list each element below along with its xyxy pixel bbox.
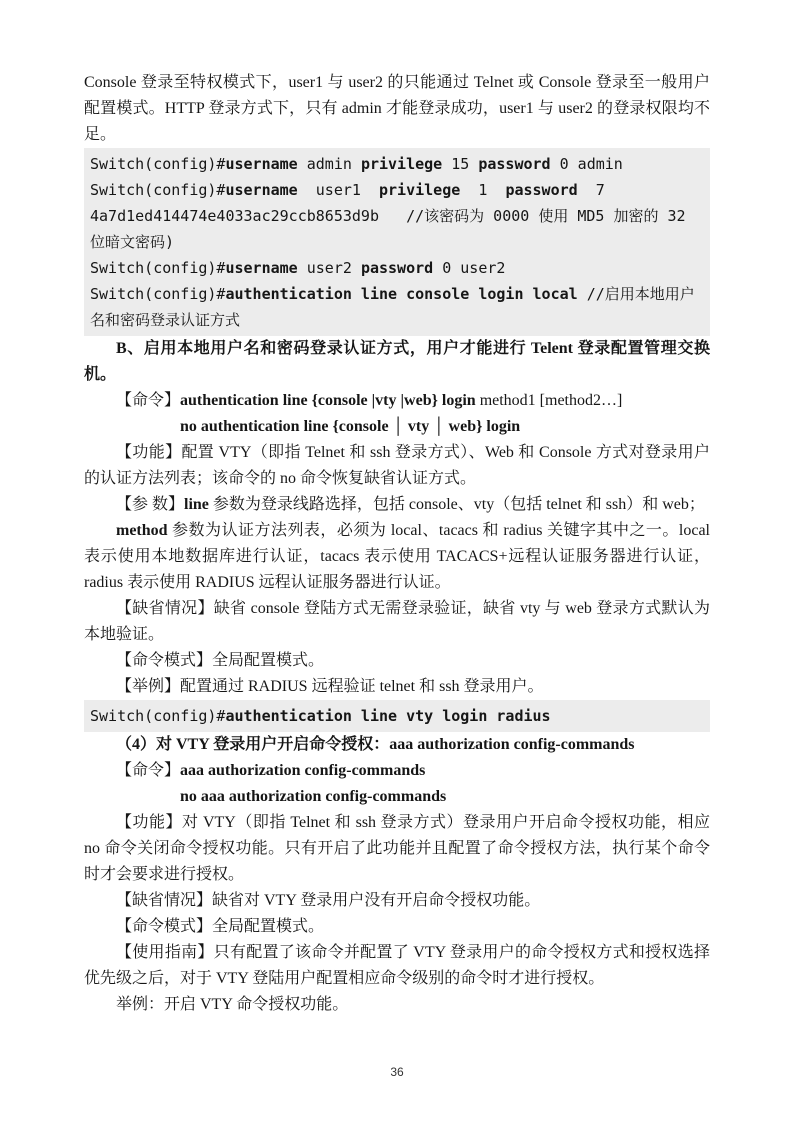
text-run: password	[478, 155, 551, 173]
usage-guide-paragraph	[84, 940, 710, 992]
heading-b	[84, 336, 710, 388]
text-run: username	[225, 155, 298, 173]
command-line-4	[84, 784, 710, 810]
page-footer	[0, 1065, 794, 1079]
text-run: method1 [method2…]	[475, 392, 623, 409]
code-line	[90, 281, 704, 333]
text-run: 【命令模式】全局配置模式。	[116, 652, 325, 669]
default-paragraph-2	[84, 888, 710, 914]
text-run: method	[116, 522, 168, 539]
function-paragraph	[84, 440, 710, 492]
text-run: Switch(config)#	[90, 707, 226, 725]
mode-paragraph-2	[84, 914, 710, 940]
final-example-paragraph	[84, 992, 710, 1018]
text-run: （4）对 VTY 登录用户开启命令授权：aaa authorization config-commands	[116, 736, 635, 753]
code-line	[90, 203, 704, 255]
text-run: 【命令模式】全局配置模式。	[116, 918, 325, 935]
code-line	[90, 177, 704, 203]
text-run: 【缺省情况】缺省对 VTY 登录用户没有开启命令授权功能。	[116, 892, 541, 909]
code-block-vty-radius	[84, 700, 710, 732]
code-block-username-config	[84, 148, 710, 336]
mode-paragraph	[84, 648, 710, 674]
command-line-1	[84, 388, 710, 414]
text-run: 15	[442, 155, 479, 173]
code-line	[90, 255, 704, 281]
text-run: 举例：开启 VTY 命令授权功能。	[116, 996, 349, 1013]
text-run: 参数为登录线路选择，包括 console、vty（包括 telnet 和 ssh）和 web；	[208, 496, 705, 513]
text-run: privilege	[379, 181, 461, 199]
text-run: 【功能】配置 VTY（即指 Telnet 和 ssh 登录方式）、Web 和 Console 方式对登录用户的认证方法列表；该命令的 no 命令恢复缺省认证方式。	[84, 444, 710, 487]
text-run: line	[184, 496, 209, 513]
text-run: authentication line vty login radius	[225, 707, 551, 725]
text-run: 【命令】	[116, 762, 181, 779]
text-run: 【使用指南】只有配置了该命令并配置了 VTY 登录用户的命令授权方式和授权选择优先级之后，对于 VTY 登陆用户配置相应命令级别的命令时才进行授权。	[84, 944, 710, 987]
method-paragraph	[84, 518, 710, 596]
command-line-2	[84, 414, 710, 440]
page-number: 36	[390, 1065, 404, 1079]
text-run: 参数为认证方法列表，必须为 local、tacacs 和 radius 关键字其中之一。local 表示使用本地数据库进行认证，tacacs 表示使用 TACACS+远程认证服务器进行认证，radius 表示使用 RADIUS 远程认证服务器进行认证。	[84, 522, 710, 591]
text-run: 【功能】对 VTY（即指 Telnet 和 ssh 登录方式）登录用户开启命令授权功能，相应 no 命令关闭命令授权功能。只有开启了此功能并且配置了命令授权方法，执行某个命令时才会要求进行授权。	[84, 814, 710, 883]
text-run: 0 admin	[550, 155, 623, 173]
text-run: 1	[460, 181, 506, 199]
text-run: Switch(config)#	[90, 259, 226, 277]
text-run: privilege	[360, 155, 443, 173]
text-run: 【缺省情况】缺省 console 登陆方式无需登录验证，缺省 vty 与 web 登录方式默认为本地验证。	[84, 600, 710, 643]
text-run: admin	[297, 155, 361, 173]
text-run: Switch(config)#	[90, 285, 226, 303]
intro-paragraph	[84, 70, 710, 148]
function-paragraph-2	[84, 810, 710, 888]
text-run: Console 登录至特权模式下，user1 与 user2 的只能通过 Telnet 或 Console 登录至一般用户配置模式。HTTP 登录方式下，只有 admin 才能登录成功，user1 与 user2 的登录权限均不足。	[84, 74, 710, 143]
text-run: password	[360, 259, 434, 277]
default-paragraph	[84, 596, 710, 648]
example-paragraph	[84, 674, 710, 700]
text-run: 【参 数】	[116, 496, 185, 513]
parameter-paragraph	[84, 492, 710, 518]
text-run: 0 user2	[433, 259, 506, 277]
text-run: Switch(config)#	[90, 181, 226, 199]
command-line-3	[84, 758, 710, 784]
text-run: aaa authorization config-commands	[180, 762, 426, 779]
text-run: 7	[577, 181, 605, 199]
text-run: 4a7d1ed414474e4033ac29ccb8653d9b //该密码为 0000 使用 MD5 加密的 32 位暗文密码)	[90, 207, 695, 251]
text-run: Switch(config)#	[90, 155, 226, 173]
text-run: username	[225, 181, 298, 199]
text-run: password	[505, 181, 578, 199]
text-run: //启用本地用户名和密码登录认证方式	[90, 285, 695, 329]
code-line	[90, 703, 704, 729]
text-run: 【命令】	[116, 392, 181, 409]
text-run: authentication line console login local	[225, 285, 578, 303]
heading-item-4	[84, 732, 710, 758]
code-line	[90, 151, 704, 177]
text-run: user2	[297, 259, 361, 277]
text-run: username	[225, 259, 298, 277]
text-run: B、启用本地用户名和密码登录认证方式，用户才能进行 Telent 登录配置管理交换机。	[84, 340, 710, 383]
text-run: authentication line {console |vty |web} login	[180, 392, 476, 409]
text-run: no aaa authorization config-commands	[180, 788, 447, 805]
text-run: no authentication line {console │ vty │ web} login	[180, 418, 521, 435]
text-run: user1	[297, 181, 379, 199]
text-run: 【举例】配置通过 RADIUS 远程验证 telnet 和 ssh 登录用户。	[116, 678, 544, 695]
